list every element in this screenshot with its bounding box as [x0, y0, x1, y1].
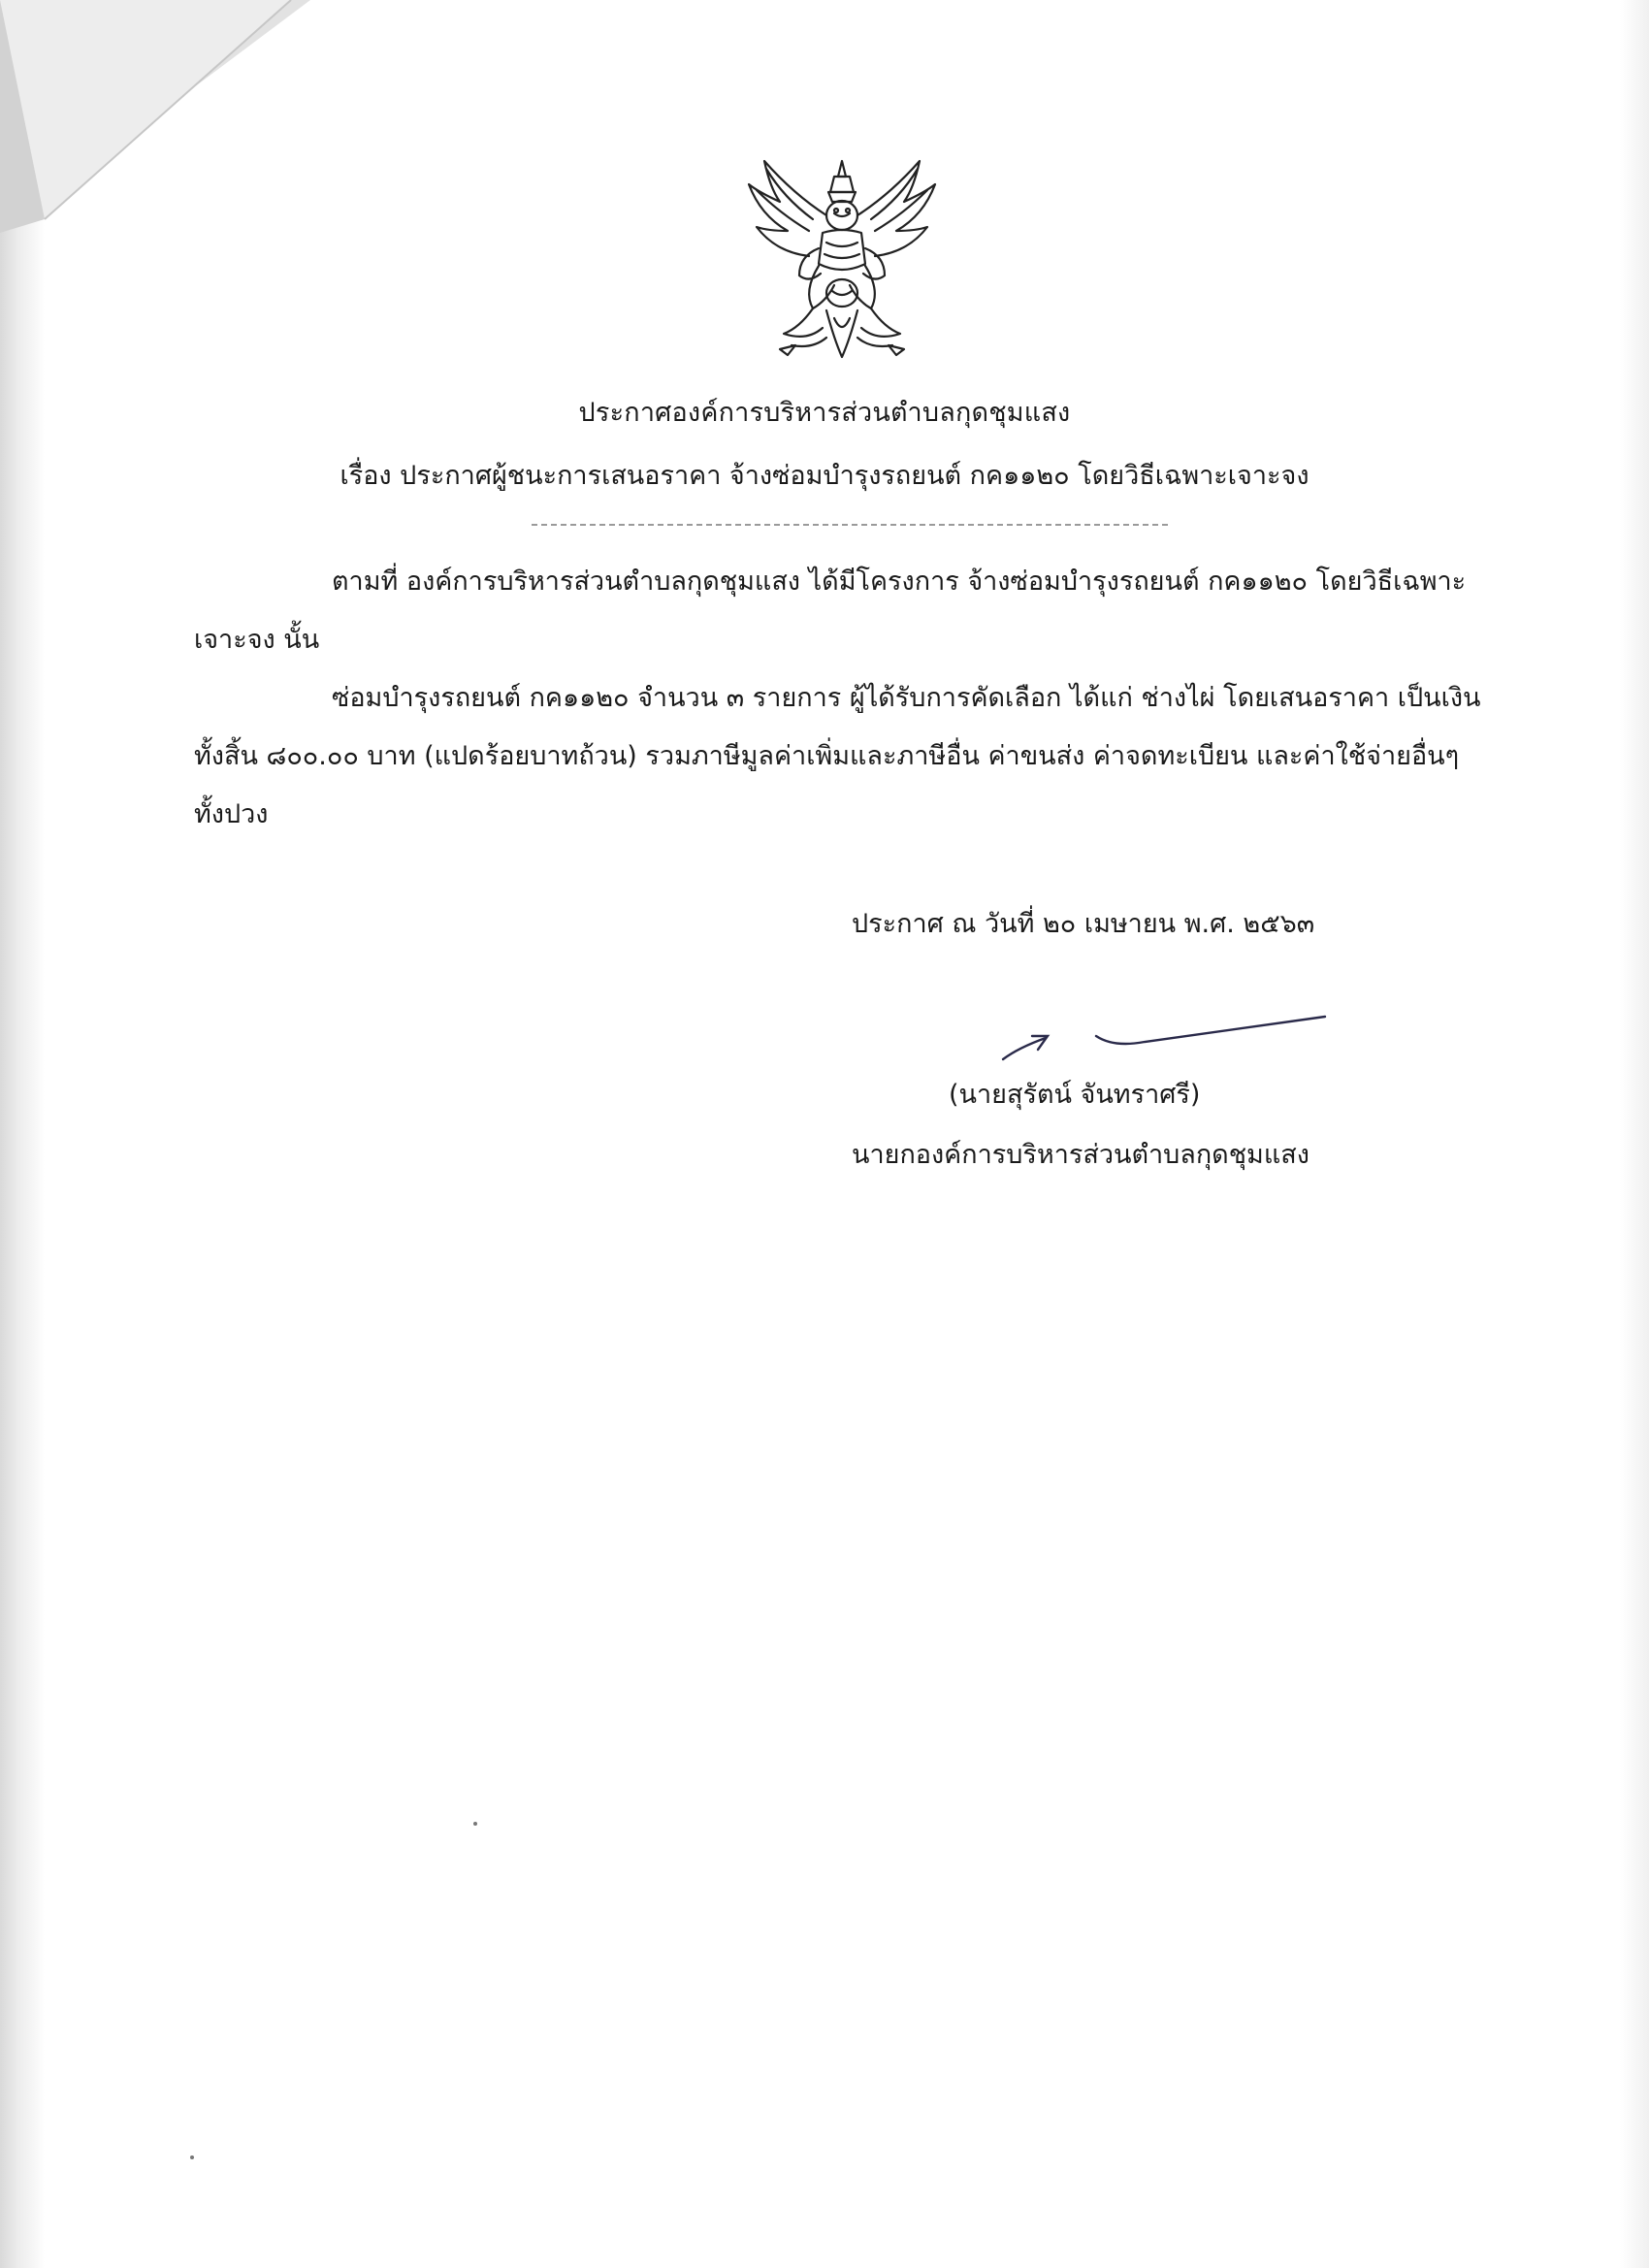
handwritten-signature: [999, 1009, 1329, 1067]
signer-name: (นายสุรัตน์ จันทราศรี): [949, 1080, 1201, 1110]
paragraph-winner: [194, 669, 1484, 844]
document-subject: เรื่อง ประกาศผู้ชนะการเสนอราคา จ้างซ่อมบำรุงรถยนต์ กค๑๑๒๐ โดยวิธีเฉพาะเจาะจง: [340, 461, 1310, 491]
garuda-emblem-icon: [745, 155, 939, 364]
title-divider: [532, 524, 1168, 526]
paragraph-winner-text: ซ่อมบำรุงรถยนต์ กค๑๑๒๐ จำนวน ๓ รายการ ผู้ได้รับการคัดเลือก ได้แก่ ช่างไผ่ โดยเสนอราคา เป็นเงินทั้งสิ้น ๘๐๐.๐๐ บาท (แปดร้อยบาทถ้วน) รวมภาษีมูลค่าเพิ่มและภาษีอื่น ค่าขนส่ง ค่าจดทะเบียน และค่าใช้จ่ายอื่นๆ ทั้งปวง: [194, 683, 1481, 829]
scan-speck: [473, 1822, 477, 1826]
page-edge-shadow-left: [0, 0, 45, 2268]
paragraph-project: [194, 553, 1484, 669]
folded-corner: [0, 0, 310, 233]
signer-position: นายกองค์การบริหารส่วนตำบลกุดชุมแสง: [852, 1140, 1310, 1170]
paragraph-project-text: ตามที่ องค์การบริหารส่วนตำบลกุดชุมแสง ได้มีโครงการ จ้างซ่อมบำรุงรถยนต์ กค๑๑๒๐ โดยวิธีเฉพาะเจาะจง นั้น: [194, 567, 1467, 655]
scan-speck: [190, 2155, 194, 2159]
document-title: ประกาศองค์การบริหารส่วนตำบลกุดชุมแสง: [578, 398, 1071, 428]
announcement-date: ประกาศ ณ วันที่ ๒๐ เมษายน พ.ศ. ๒๕๖๓: [852, 909, 1315, 939]
page-edge-shadow-right: [1620, 0, 1649, 2268]
